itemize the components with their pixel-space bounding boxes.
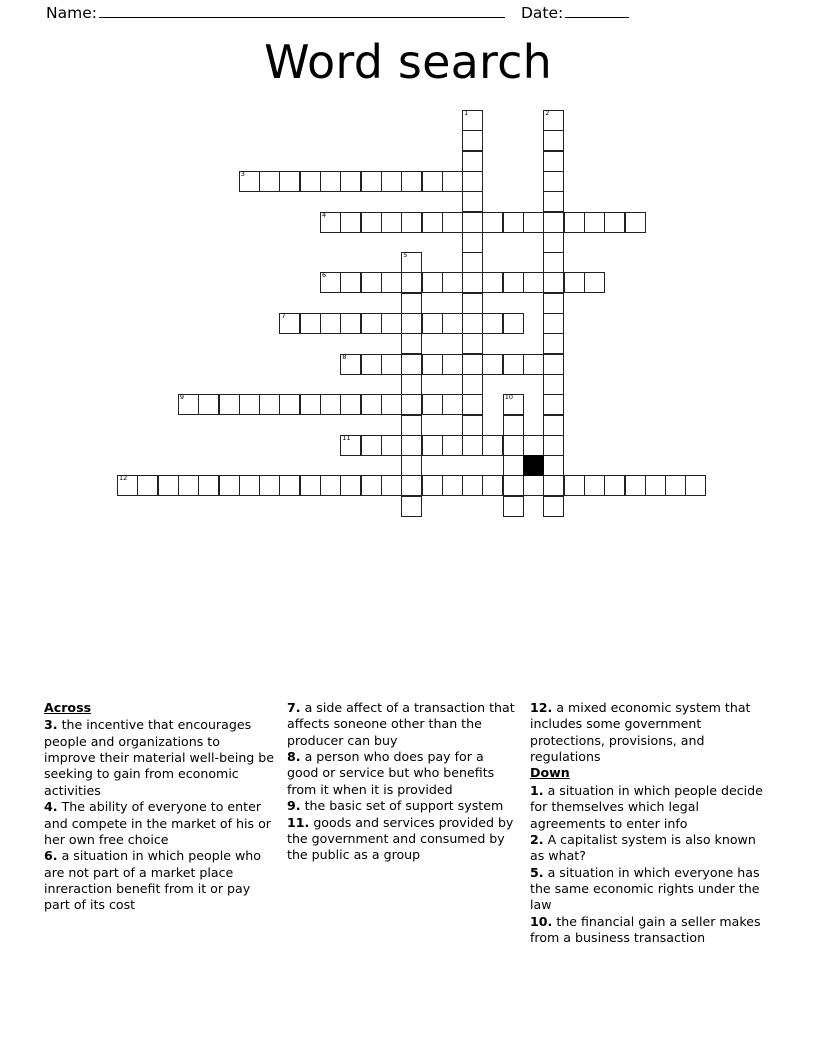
crossword-cell[interactable] [279, 394, 300, 415]
crossword-cell[interactable] [401, 394, 422, 415]
crossword-cell[interactable] [462, 475, 483, 496]
crossword-cell[interactable] [361, 212, 382, 233]
crossword-cell[interactable] [523, 354, 544, 375]
clue-number: 10. [530, 913, 553, 929]
crossword-cell[interactable] [685, 475, 706, 496]
crossword-cell[interactable] [381, 272, 402, 293]
crossword-cell[interactable] [401, 212, 422, 233]
crossword-cell[interactable] [462, 151, 483, 172]
crossword-cell[interactable] [279, 475, 300, 496]
crossword-cell[interactable] [300, 171, 321, 192]
crossword-cell[interactable] [422, 313, 443, 334]
crossword-cell[interactable] [442, 212, 463, 233]
crossword-cell[interactable] [482, 313, 503, 334]
crossword-cell[interactable] [442, 272, 463, 293]
crossword-cell[interactable] [584, 475, 605, 496]
crossword-cell[interactable] [178, 475, 199, 496]
crossword-cell[interactable] [381, 435, 402, 456]
crossword-cell[interactable] [604, 475, 625, 496]
crossword-cell[interactable] [482, 354, 503, 375]
crossword-cell[interactable] [422, 394, 443, 415]
crossword-cell[interactable] [543, 191, 564, 212]
clue-section-heading: Across [44, 700, 92, 715]
crossword-cell[interactable] [503, 272, 524, 293]
crossword-cell[interactable] [503, 475, 524, 496]
crossword-cell-number: 6 [322, 271, 327, 280]
crossword-cell[interactable] [381, 394, 402, 415]
clue-text: a situation in which everyone has the same economic rights under the law [530, 864, 760, 913]
clue-number: 5. [530, 864, 544, 880]
crossword-cell[interactable] [300, 394, 321, 415]
crossword-cell[interactable] [219, 394, 240, 415]
crossword-cell[interactable] [361, 171, 382, 192]
crossword-cell[interactable] [462, 374, 483, 395]
crossword-cell[interactable] [564, 212, 585, 233]
clue-item [530, 700, 772, 765]
crossword-cell[interactable] [543, 272, 564, 293]
clue-item [44, 848, 275, 913]
crossword-cell[interactable] [564, 475, 585, 496]
crossword-cell[interactable] [422, 272, 443, 293]
crossword-cell[interactable] [381, 171, 402, 192]
crossword-cell[interactable] [340, 212, 361, 233]
crossword-cell[interactable] [340, 272, 361, 293]
crossword-cell[interactable] [320, 475, 341, 496]
date-label: Date: [520, 4, 564, 22]
crossword-cell[interactable] [361, 272, 382, 293]
crossword-cell[interactable] [442, 171, 463, 192]
crossword-cell[interactable] [259, 394, 280, 415]
crossword-cell[interactable] [462, 252, 483, 273]
crossword-cell[interactable] [239, 171, 260, 192]
crossword-cell[interactable] [543, 212, 564, 233]
crossword-cell[interactable] [300, 313, 321, 334]
crossword-cell[interactable] [442, 435, 463, 456]
crossword-cell[interactable] [543, 252, 564, 273]
crossword-cell[interactable] [462, 130, 483, 151]
crossword-cell[interactable] [442, 354, 463, 375]
crossword-cell[interactable] [422, 212, 443, 233]
clue-number: 12. [530, 700, 553, 715]
crossword-cell[interactable] [279, 171, 300, 192]
crossword-cell-number: 1 [464, 109, 469, 117]
crossword-cell[interactable] [503, 394, 524, 415]
crossword-cell[interactable] [543, 333, 564, 354]
crossword-cell[interactable] [198, 394, 219, 415]
crossword-cell[interactable] [422, 171, 443, 192]
crossword-cell[interactable] [401, 293, 422, 314]
crossword-cell[interactable] [300, 475, 321, 496]
crossword-cell[interactable] [604, 212, 625, 233]
crossword-cell[interactable] [503, 455, 524, 476]
crossword-cell[interactable] [401, 415, 422, 436]
crossword-cell[interactable] [137, 475, 158, 496]
crossword-cell-number: 8 [342, 352, 347, 361]
crossword-cell[interactable] [462, 354, 483, 375]
clue-item [44, 799, 275, 848]
clue-number: 8. [287, 749, 301, 765]
crossword-cell[interactable] [462, 435, 483, 456]
crossword-cell[interactable] [381, 212, 402, 233]
crossword-cell[interactable] [462, 232, 483, 253]
crossword-cell[interactable] [543, 130, 564, 151]
crossword-cell[interactable] [340, 354, 361, 375]
crossword-cell[interactable] [422, 475, 443, 496]
crossword-cell[interactable] [401, 496, 422, 517]
crossword-cell[interactable] [482, 435, 503, 456]
clue-text: a person who does pay for a good or service but who benefits from it when it is provided [287, 749, 495, 797]
crossword-cell[interactable] [401, 171, 422, 192]
crossword-cell[interactable] [543, 232, 564, 253]
crossword-cell[interactable] [320, 313, 341, 334]
crossword-cell[interactable] [462, 333, 483, 354]
crossword-cell[interactable] [401, 272, 422, 293]
crossword-cell[interactable] [361, 354, 382, 375]
clue-number: 2. [530, 831, 544, 847]
crossword-cell[interactable] [422, 354, 443, 375]
clue-section-heading: Down [530, 765, 570, 781]
clue-item [287, 815, 518, 864]
clue-text: goods and services provided by the government and consumed by the public as a group [287, 814, 514, 863]
crossword-cell[interactable] [361, 394, 382, 415]
crossword-cell-number: 3 [240, 169, 245, 178]
page-title: Word search [264, 35, 552, 89]
crossword-cell[interactable] [462, 394, 483, 415]
crossword-cell[interactable] [320, 171, 341, 192]
crossword-cell[interactable] [401, 333, 422, 354]
crossword-cell[interactable] [543, 171, 564, 192]
crossword-cell[interactable] [401, 374, 422, 395]
clues-section [44, 700, 772, 1000]
crossword-cell[interactable] [239, 475, 260, 496]
clue-number: 7. [287, 700, 301, 715]
clue-column-1 [44, 700, 287, 1000]
crossword-cell[interactable] [158, 475, 179, 496]
clue-number: 4. [44, 799, 58, 815]
clue-text: The ability of everyone to enter and compete in the market of his or her own free choice [44, 799, 271, 847]
crossword-cell[interactable] [543, 313, 564, 334]
crossword-cell-number: 4 [322, 210, 327, 219]
crossword-cell[interactable] [320, 272, 341, 293]
crossword-cell[interactable] [381, 354, 402, 375]
crossword-cell[interactable] [503, 354, 524, 375]
crossword-cell[interactable] [259, 171, 280, 192]
crossword-cell[interactable] [178, 394, 199, 415]
clue-item [530, 783, 772, 832]
crossword-cell-number: 11 [342, 433, 351, 442]
crossword-cell[interactable] [543, 293, 564, 314]
crossword-cell-number: 9 [179, 393, 185, 402]
crossword-cell[interactable] [320, 212, 341, 233]
crossword-cell[interactable] [503, 212, 524, 233]
clue-number: 1. [530, 782, 544, 798]
crossword-cell[interactable] [401, 354, 422, 375]
crossword-cell[interactable] [462, 313, 483, 334]
crossword-cell[interactable] [543, 394, 564, 415]
crossword-blocked-cell [523, 455, 544, 476]
crossword-cell[interactable] [340, 171, 361, 192]
crossword-cell[interactable] [361, 475, 382, 496]
crossword-cell[interactable] [320, 394, 341, 415]
crossword-cell[interactable] [401, 475, 422, 496]
crossword-cell[interactable] [340, 313, 361, 334]
clue-text: a situation in which people who are not part of a market place inreraction benefit from it or pay part of its cost [44, 848, 261, 913]
crossword-cell[interactable] [259, 475, 280, 496]
crossword-cell[interactable] [401, 455, 422, 476]
crossword-cell[interactable] [503, 313, 524, 334]
crossword-cell[interactable] [462, 293, 483, 314]
crossword-cell[interactable] [381, 475, 402, 496]
crossword-cell[interactable] [462, 272, 483, 293]
clue-item [287, 749, 518, 798]
crossword-cell[interactable] [401, 435, 422, 456]
crossword-cell-number: 12 [119, 474, 128, 483]
crossword-cell[interactable] [340, 394, 361, 415]
crossword-cell[interactable] [482, 475, 503, 496]
crossword-cell-number: 7 [281, 312, 286, 320]
crossword-cell[interactable] [523, 435, 544, 456]
crossword-cell-number: 5 [403, 251, 408, 260]
crossword-cell[interactable] [462, 212, 483, 233]
crossword-cell[interactable] [442, 313, 463, 334]
crossword-cell[interactable] [462, 191, 483, 212]
crossword-cell-number: 10 [504, 393, 513, 402]
crossword-cell[interactable] [462, 415, 483, 436]
clue-text: a side affect of a transaction that affects soneone other than the producer can buy [287, 700, 515, 748]
crossword-cell[interactable] [340, 475, 361, 496]
crossword-cell[interactable] [523, 272, 544, 293]
crossword-cell[interactable] [442, 394, 463, 415]
clue-text: the financial gain a seller makes from a business transaction [530, 913, 761, 946]
crossword-cell[interactable] [219, 475, 240, 496]
clue-item [530, 832, 772, 865]
clue-item [530, 865, 772, 914]
crossword-cell[interactable] [422, 435, 443, 456]
clue-item [44, 717, 275, 799]
crossword-cell[interactable] [543, 455, 564, 476]
crossword-cell-number: 2 [545, 109, 550, 117]
clue-item [287, 798, 518, 814]
crossword-cell[interactable] [482, 272, 503, 293]
crossword-cell[interactable] [543, 374, 564, 395]
crossword-cell[interactable] [543, 151, 564, 172]
crossword-cell[interactable] [503, 435, 524, 456]
crossword-cell[interactable] [584, 272, 605, 293]
crossword-cell[interactable] [401, 313, 422, 334]
crossword-cell[interactable] [665, 475, 686, 496]
clue-item [530, 914, 772, 947]
clue-text: A capitalist system is also known as what? [530, 831, 756, 864]
clue-column-3 [530, 700, 772, 1000]
clue-number: 6. [44, 848, 58, 864]
crossword-cell[interactable] [198, 475, 219, 496]
crossword-cell[interactable] [645, 475, 666, 496]
crossword-cell[interactable] [564, 272, 585, 293]
clue-text: the basic set of support system [300, 798, 504, 814]
name-label: Name: [46, 4, 97, 22]
clue-number: 11. [287, 814, 310, 830]
clue-text: the incentive that encourages people and organizations to improve their material well-being be seeking to gain from economic activities [44, 717, 275, 798]
crossword-cell[interactable] [584, 212, 605, 233]
crossword-cell[interactable] [523, 475, 544, 496]
crossword-cell[interactable] [543, 496, 564, 517]
crossword-cell[interactable] [361, 435, 382, 456]
crossword-cell[interactable] [543, 415, 564, 436]
crossword-cell[interactable] [482, 212, 503, 233]
crossword-cell[interactable] [117, 475, 138, 496]
crossword-cell[interactable] [340, 435, 361, 456]
crossword-cell[interactable] [279, 313, 300, 334]
crossword-cell[interactable] [462, 110, 483, 131]
crossword-cell[interactable] [543, 475, 564, 496]
crossword-cell[interactable] [523, 212, 544, 233]
crossword-cell[interactable] [543, 354, 564, 375]
clue-column-2 [287, 700, 530, 1000]
crossword-cell[interactable] [503, 496, 524, 517]
crossword-cell[interactable] [401, 252, 422, 273]
crossword-cell[interactable] [543, 110, 564, 131]
clue-text: a situation in which people decide for themselves which legal agreements to enter info [530, 782, 763, 831]
crossword-cell[interactable] [625, 475, 646, 496]
crossword-cell[interactable] [462, 171, 483, 192]
clue-text: a mixed economic system that includes some government protections, provisions, and regulations [530, 700, 751, 765]
crossword-cell[interactable] [442, 475, 463, 496]
crossword-cell[interactable] [543, 435, 564, 456]
clue-number: 3. [44, 717, 58, 733]
crossword-cell[interactable] [503, 415, 524, 436]
clue-item [287, 700, 518, 749]
crossword-cell[interactable] [239, 394, 260, 415]
crossword-cell[interactable] [381, 313, 402, 334]
crossword-cell[interactable] [361, 313, 382, 334]
clue-number: 9. [287, 798, 301, 814]
crossword-cell[interactable] [625, 212, 646, 233]
